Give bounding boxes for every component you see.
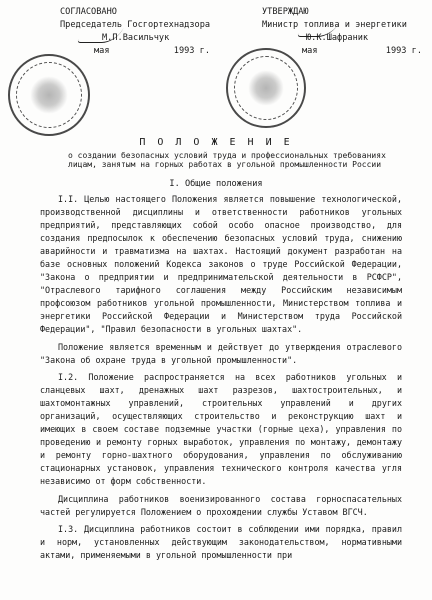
seal-stamp-left <box>8 54 90 136</box>
paragraph: Положение является временным и действует до утверждения отраслевого "Закона об охране труда в угольной промышленности". <box>40 342 402 365</box>
paragraph: I.3. Дисциплина работников состоит в соблюдении ими порядка, правил и норм, установленных действующим законодательством, нормативными актами, применяемыми в угольной промышленности при <box>40 524 402 560</box>
document-body <box>40 193 402 567</box>
paragraph: Дисциплина работников военизированного состава горноспасательных частей регулируется Положением о прохождении службы Уставом ВГСЧ. <box>40 494 402 517</box>
approval-name: М.П.Васильчук <box>102 33 170 43</box>
approval-date: мая <box>302 46 318 56</box>
document-subtitle: о создании безопасных условий труда и профессиональных требованиях лицам, занятым на горных работах в угольной промышленности России <box>68 151 386 169</box>
approval-block-right <box>262 6 422 58</box>
approval-position: Министр топлива и энергетики <box>262 20 407 30</box>
approval-year: 1993 г. <box>385 46 422 56</box>
document-title: П О Л О Ж Е Н И Е <box>139 137 293 148</box>
approval-date: мая <box>94 46 110 56</box>
section-title: I. Общие положения <box>169 179 263 189</box>
approval-year: 1993 г. <box>173 46 210 56</box>
approval-heading: СОГЛАСОВАНО <box>60 7 117 17</box>
seal-stamp-right <box>226 48 306 128</box>
approval-block-left <box>60 6 210 58</box>
paragraph: I.2. Положение распространяется на всех работников угольных и сланцевых шахт, дренажных шахт разрезов, шахтостроительных, и шахтомонтажных управлений, строительных управлений и других организаций, осуществляющих строительство и реконструкцию шахт и имеющих в своем составе подземные участки (горные цеха), управления по проведению и ремонту горных выработок, управления по монтажу, демонтажу и ремонту горно-шахтного оборудования, управления по обслуживанию стационарных установок, управления технического контроля качества угля независимо от форм собственности. <box>40 372 402 486</box>
approval-name: Ю.К.Шафраник <box>306 33 369 43</box>
paragraph: I.I. Целью настоящего Положения является повышение технологической, производственной дисциплины и ответственности работников угольных предприятий, представляющих собой особо опасное производство, для создания предпосылок к обеспечению безопасных условий труда, снижению аварийности и травматизма на шахтах. Настоящий документ разработан на базе основных положений Кодекса законов о труде Российской Федерации, "Закона о предприятии и предпринимательской деятельности в РСФСР", "Отраслевого тарифного соглашения между Российским независимым профсоюзом работников угольной промышленности, Министерством топлива и энергетики Российской Федерации и Министерством труда Российской Федерации", "Правил безопасности в угольных шахтах". <box>40 194 402 334</box>
approval-heading: УТВЕРЖДАЮ <box>262 7 309 17</box>
approval-position: Председатель Госгортехнадзора <box>60 20 211 30</box>
